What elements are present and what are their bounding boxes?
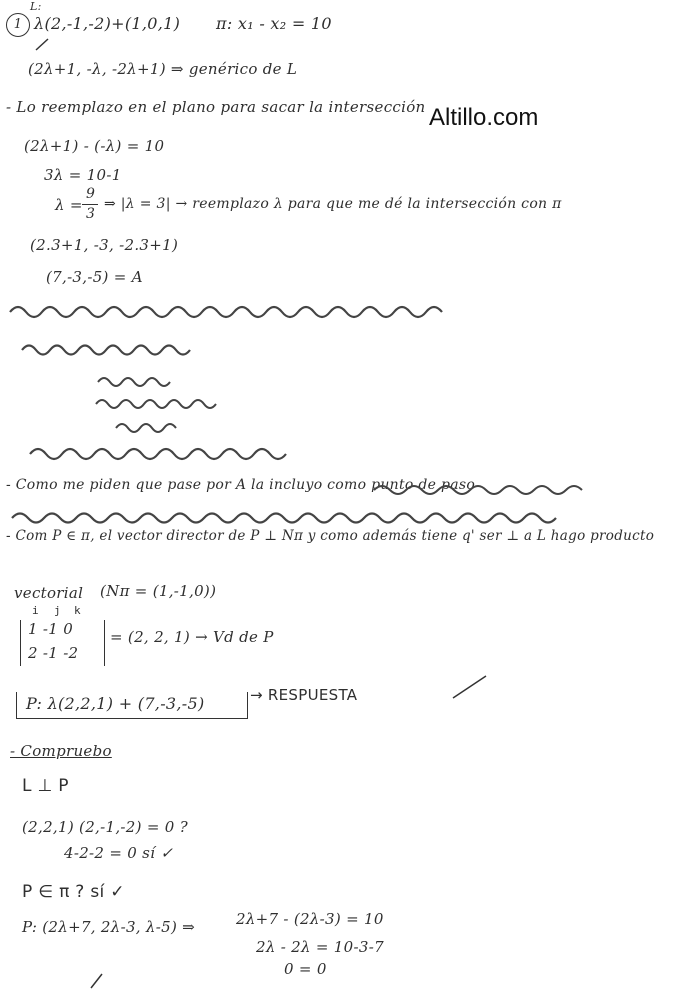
normal-vector: (Nπ = (1,-1,0)) xyxy=(100,582,217,600)
det-header-k: k xyxy=(74,604,81,617)
equation-4: (2.3+1, -3, -2.3+1) xyxy=(30,236,179,254)
equation-5: (7,-3,-5) = A xyxy=(46,268,143,286)
tick-mark-icon xyxy=(34,36,54,52)
check1-result: 4-2-2 = 0 sí ✓ xyxy=(64,844,174,862)
det-left-bar xyxy=(20,620,21,666)
check-title: - Compruebo xyxy=(10,742,112,760)
item-number: 1 xyxy=(6,13,30,37)
det-row-1: 1 -1 0 xyxy=(28,620,74,638)
det-header-i: i xyxy=(32,604,39,617)
crossed-out-line xyxy=(4,480,594,530)
equation-2: 3λ = 10-1 xyxy=(44,166,122,184)
equation-1: (2λ+1) - (-λ) = 10 xyxy=(24,137,165,155)
fraction-numerator: 9 xyxy=(86,186,96,202)
det-result: = (2, 2, 1) → Vd de P xyxy=(110,628,274,646)
step1-text: - Lo reemplazo en el plano para sacar la intersección xyxy=(6,98,426,116)
check2-equation: P: (2λ+7, 2λ-3, λ-5) ⇒ xyxy=(22,918,196,936)
step2-text: - Como me piden que pase por A la incluyo como punto de paso xyxy=(6,477,476,493)
pen-mark-icon xyxy=(88,972,108,989)
corner-label: L: xyxy=(30,0,42,13)
equation-3-left: λ = xyxy=(55,196,83,214)
check2-step-a: 2λ+7 - (2λ-3) = 10 xyxy=(236,910,384,928)
check-mark-icon xyxy=(450,672,490,702)
crossed-out-work xyxy=(4,292,464,462)
det-header-j: j xyxy=(54,604,61,617)
fraction-bar xyxy=(82,204,98,205)
step3-line-1: - Com P ∈ π, el vector director de P ⊥ Nπ y como además tiene q' ser ⊥ a L hago producto xyxy=(6,528,655,544)
check2-step-c: 0 = 0 xyxy=(284,960,327,978)
check2-title: P ∈ π ? sí ✓ xyxy=(22,882,125,902)
answer: P: λ(2,2,1) + (7,-3,-5) xyxy=(26,694,205,713)
det-right-bar xyxy=(104,620,105,666)
plane-equation: π: x₁ - x₂ = 10 xyxy=(216,14,332,33)
line-equation: λ(2,-1,-2)+(1,0,1) xyxy=(34,14,181,33)
watermark-logo: Altillo.com xyxy=(429,104,539,131)
check1-equation: (2,2,1) (2,-1,-2) = 0 ? xyxy=(22,818,189,836)
check2-step-b: 2λ - 2λ = 10-3-7 xyxy=(256,938,384,956)
check1-title: L ⊥ P xyxy=(22,776,69,796)
equation-3-right: ⇒ |λ = 3| → reemplazo λ para que me dé la intersección con π xyxy=(104,196,562,212)
step3-line-2: vectorial xyxy=(14,584,84,602)
generic-point: (2λ+1, -λ, -2λ+1) ⇒ genérico de L xyxy=(28,60,298,78)
det-row-2: 2 -1 -2 xyxy=(28,644,79,662)
fraction-denominator: 3 xyxy=(86,206,96,222)
answer-label: → RESPUESTA xyxy=(250,686,358,704)
